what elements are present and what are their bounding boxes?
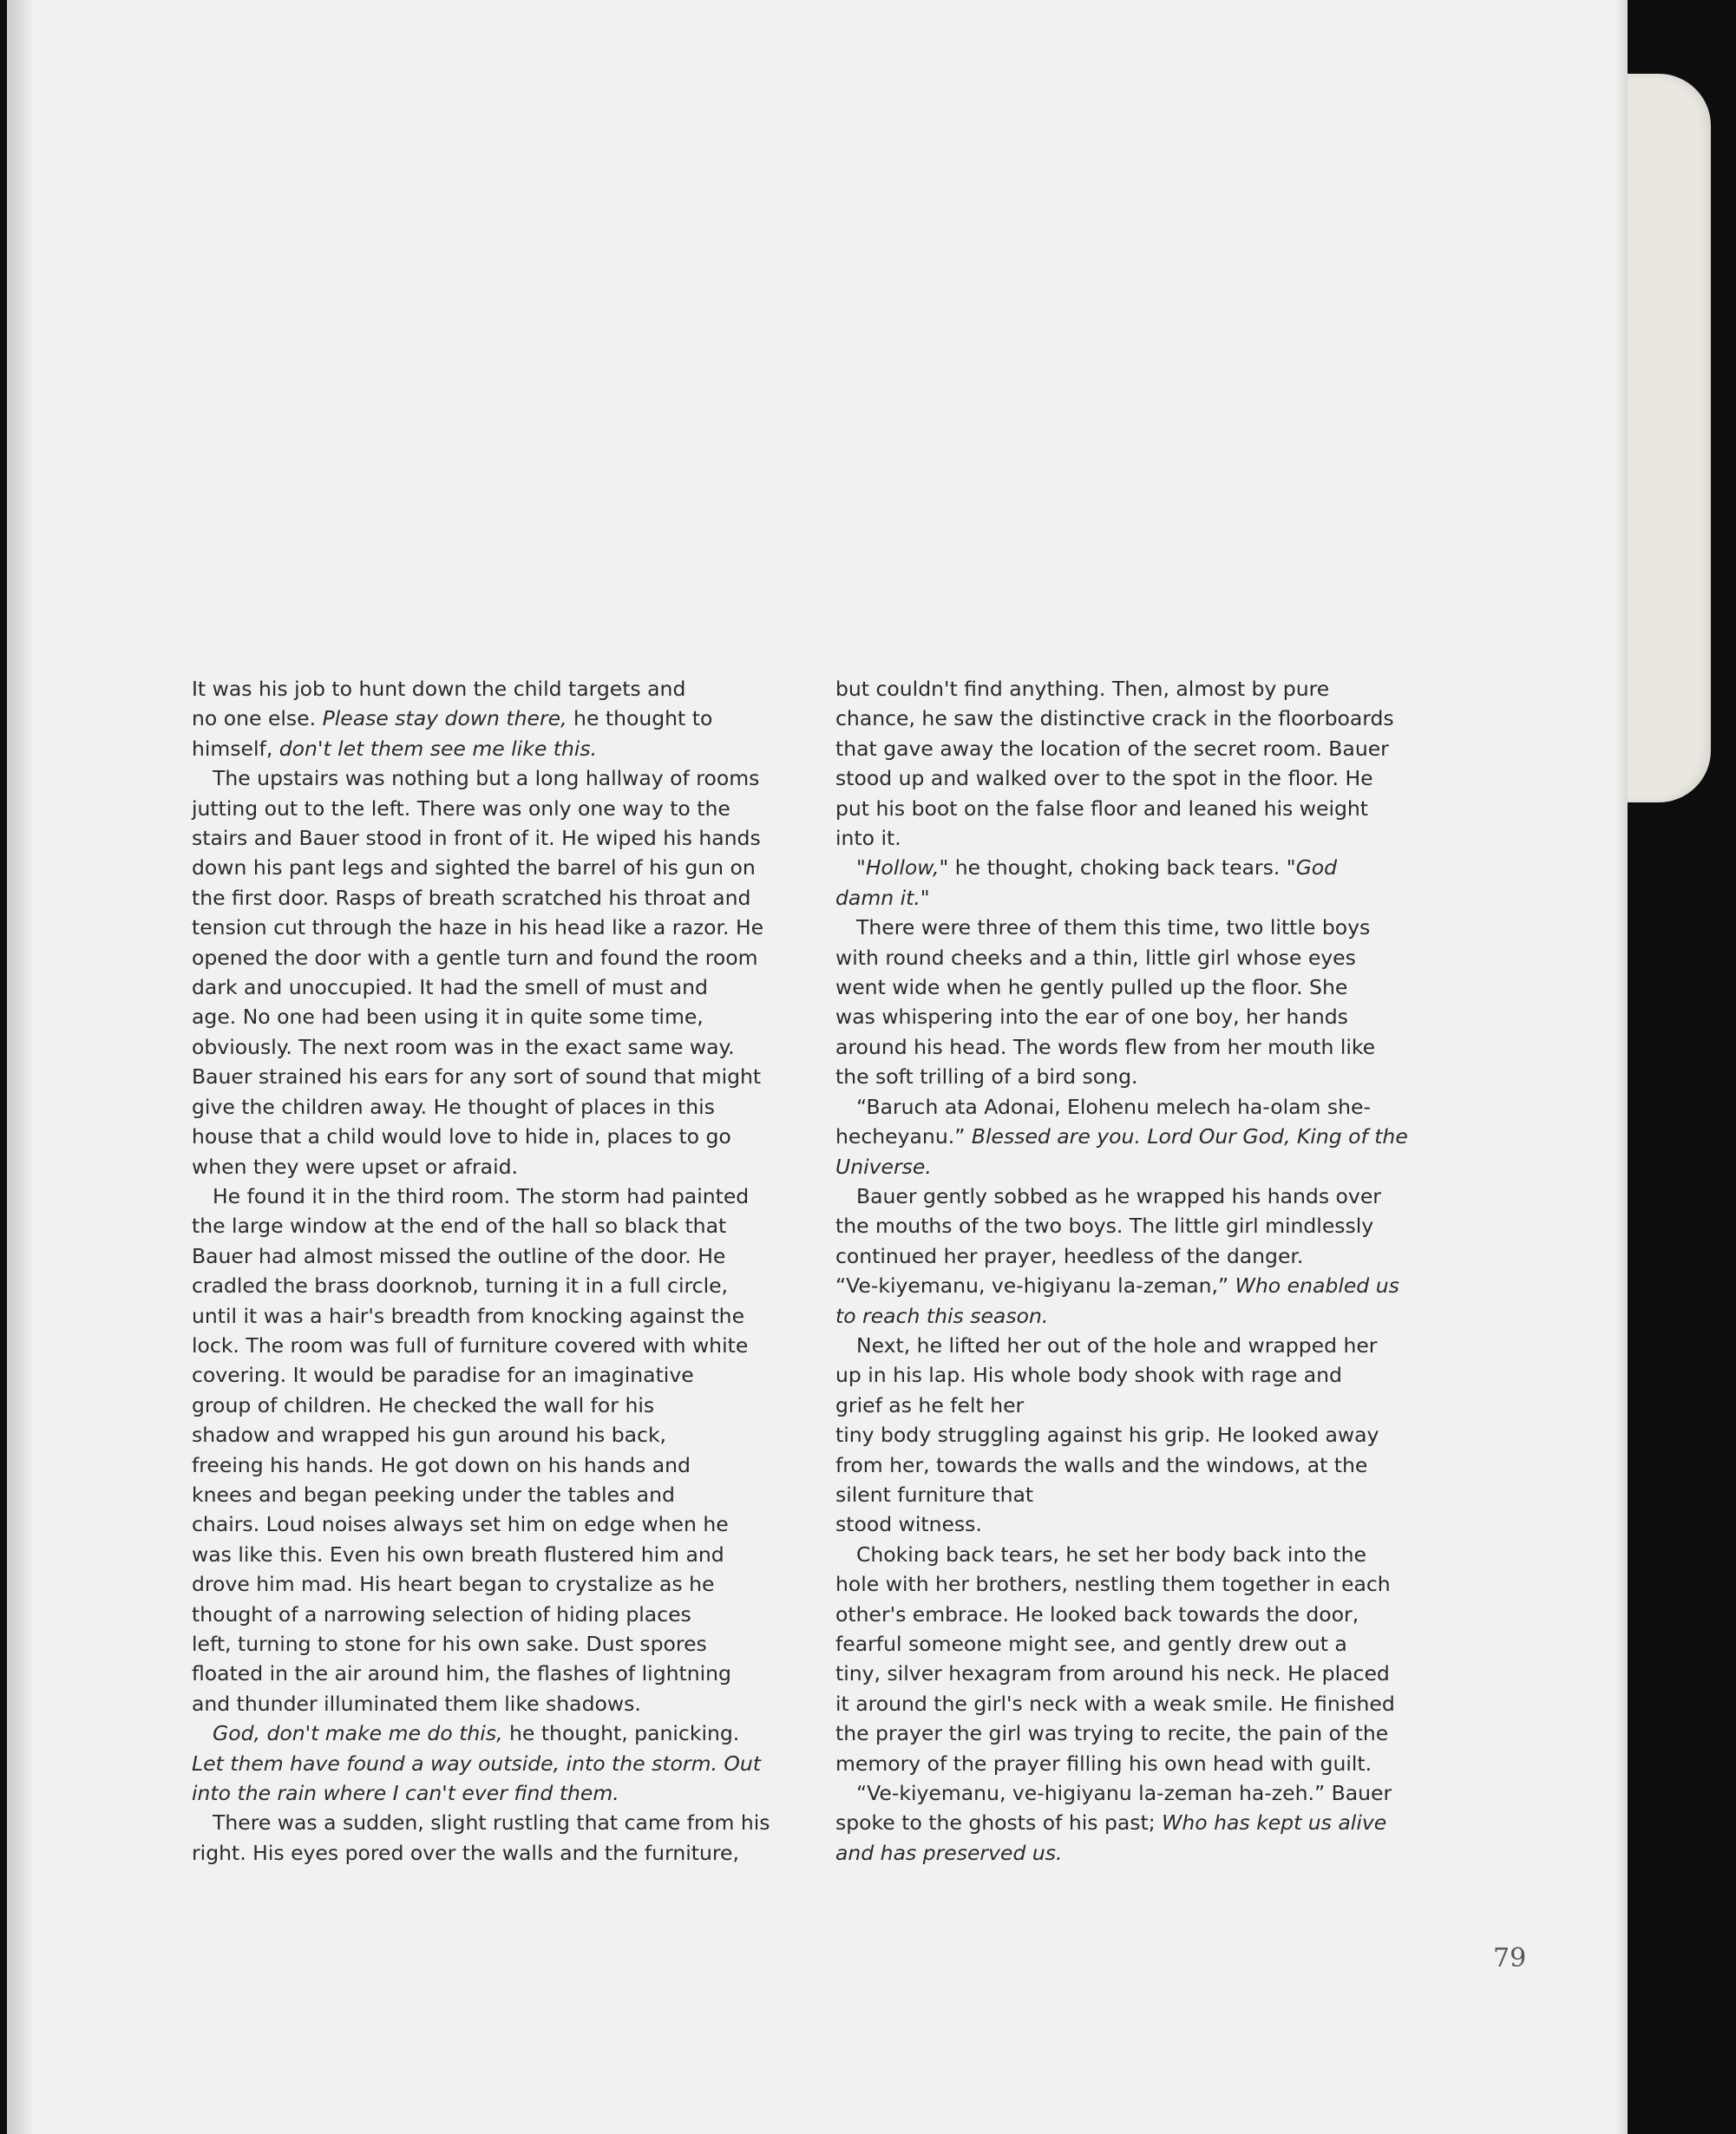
paragraph xyxy=(192,763,799,1182)
index-tab-divider xyxy=(1628,74,1711,802)
text-run: There were three of them this time, two little boys with round cheeks and a thin, little girl whose eyes went wide when he gently pulled up the floor. She was whispering into the ear of one boy, her hands around his head. The words flew from her mouth like the soft trilling of a bird song. xyxy=(835,915,1376,1090)
text-run: " xyxy=(856,855,866,880)
paragraph xyxy=(835,1331,1443,1540)
paragraph xyxy=(835,1092,1443,1182)
text-run: but couldn't find anything. Then, almost by pure chance, he saw the distinctive crack in the floorboards that gave away the location of the secret room. Bauer stood up and walked over to the spot in the floor. He put his boot on the false floor and leaned his weight into it. xyxy=(835,677,1394,851)
italic-text: Hollow, xyxy=(865,855,940,880)
paragraph xyxy=(192,674,799,763)
text-run: he thought, panicking. xyxy=(509,1721,740,1746)
text-run: “Baruch ata Adonai, Elohenu melech ha-olam she- hecheyanu.” xyxy=(835,1094,1371,1149)
paragraph xyxy=(835,1778,1443,1868)
paragraph xyxy=(192,1182,799,1718)
right-text-column xyxy=(835,674,1443,1868)
paragraph xyxy=(835,853,1443,913)
text-run: Choking back tears, he set her body back into the hole with her brothers, nestling them together in each other's embrace. He looked back towards the door, fearful someone might see, and gently drew out a tiny, silver hexagram from around his neck. He placed it around the girl's neck with a weak smile. He finished the prayer the girl was trying to recite, the pain of the memory of the prayer filling his own head with guilt. xyxy=(835,1542,1395,1776)
italic-text: Blessed are you. Lord Our God, King of the Universe. xyxy=(835,1124,1408,1179)
italic-text: don't let them see me like this. xyxy=(278,736,598,761)
text-run: Next, he lifted her out of the hole and wrapped her up in his lap. His whole body shook with rage and grief as he felt her tiny body struggling against his grip. He looked away from her, towards the walls and the windows, at the silent furniture that stood witness. xyxy=(835,1332,1379,1537)
italic-text: God, don't make me do this, xyxy=(213,1721,503,1746)
text-run: he thought to himself, xyxy=(192,706,713,761)
paragraph xyxy=(835,1540,1443,1778)
italic-text: Who has kept us alive and has preserved us. xyxy=(835,1810,1387,1865)
text-run: " he thought, choking back tears. " xyxy=(939,855,1296,880)
paragraph xyxy=(835,913,1443,1091)
italic-text: God damn it. xyxy=(835,855,1338,910)
spine-shadow xyxy=(7,0,33,2134)
text-run: It was his job to hunt down the child targets and no one else. xyxy=(192,677,686,731)
paragraph xyxy=(192,1808,799,1868)
paragraph xyxy=(192,1718,799,1808)
text-run: He found it in the third room. The storm had painted the large window at the end of the hall so black that Bauer had almost missed the outline of the door. He cradled the brass doorknob, turning it in a full circle, until it was a hair's breadth from knocking against the lock. The room was full of furniture covered with white covering. It would be paradise for an imaginative group of children. He checked the wall for his shadow and wrapped his gun around his back, freeing his hands. He got down on his hands and knees and began peeking under the tables and chairs. Loud noises always set him on edge when he was like this. Even his own breath flustered him and drove him mad. His heart began to crystalize as he thought of a narrowing selection of hiding places left, turning to stone for his own sake. Dust spores floated in the air around him, the flashes of lightning and thunder illuminated them like shadows. xyxy=(192,1183,750,1716)
magazine-page xyxy=(7,0,1628,2134)
paragraph xyxy=(835,674,1443,853)
italic-text: Who enabled us to reach this season. xyxy=(835,1273,1399,1328)
page-edge xyxy=(1615,0,1628,2134)
text-run: There was a sudden, slight rustling that came from his right. His eyes pored over the walls and the furniture, xyxy=(192,1810,770,1865)
text-run: Bauer gently sobbed as he wrapped his hands over the mouths of the two boys. The little girl mindlessly continued her prayer, heedless of the danger. “Ve-kiyemanu, ve-higiyanu la-zeman,” xyxy=(835,1183,1381,1299)
paragraph xyxy=(835,1182,1443,1331)
page-number: 79 xyxy=(1493,1943,1527,1974)
italic-text: Please stay down there, xyxy=(322,706,567,731)
text-run: " xyxy=(920,885,930,910)
left-text-column xyxy=(192,674,799,1868)
text-run: The upstairs was nothing but a long hallway of rooms jutting out to the left. There was only one way to the stairs and Bauer stood in front of it. He wiped his hands down his pant legs and sighted the barrel of his gun on the first door. Rasps of breath scratched his throat and tension cut through the haze in his head like a razor. He opened the door with a gentle turn and found the room dark and unoccupied. It had the smell of must and age. No one had been using it in quite some time, obviously. The next room was in the exact same way. Bauer strained his ears for any sort of sound that might give the children away. He thought of places in this house that a child would love to hide in, places to go when they were upset or afraid. xyxy=(192,766,764,1179)
text-run: “Ve-kiyemanu, ve-higiyanu la-zeman ha-zeh.” Bauer spoke to the ghosts of his past; xyxy=(835,1781,1392,1836)
italic-text: Let them have found a way outside, into the storm. Out into the rain where I can't ever find them. xyxy=(192,1751,762,1806)
